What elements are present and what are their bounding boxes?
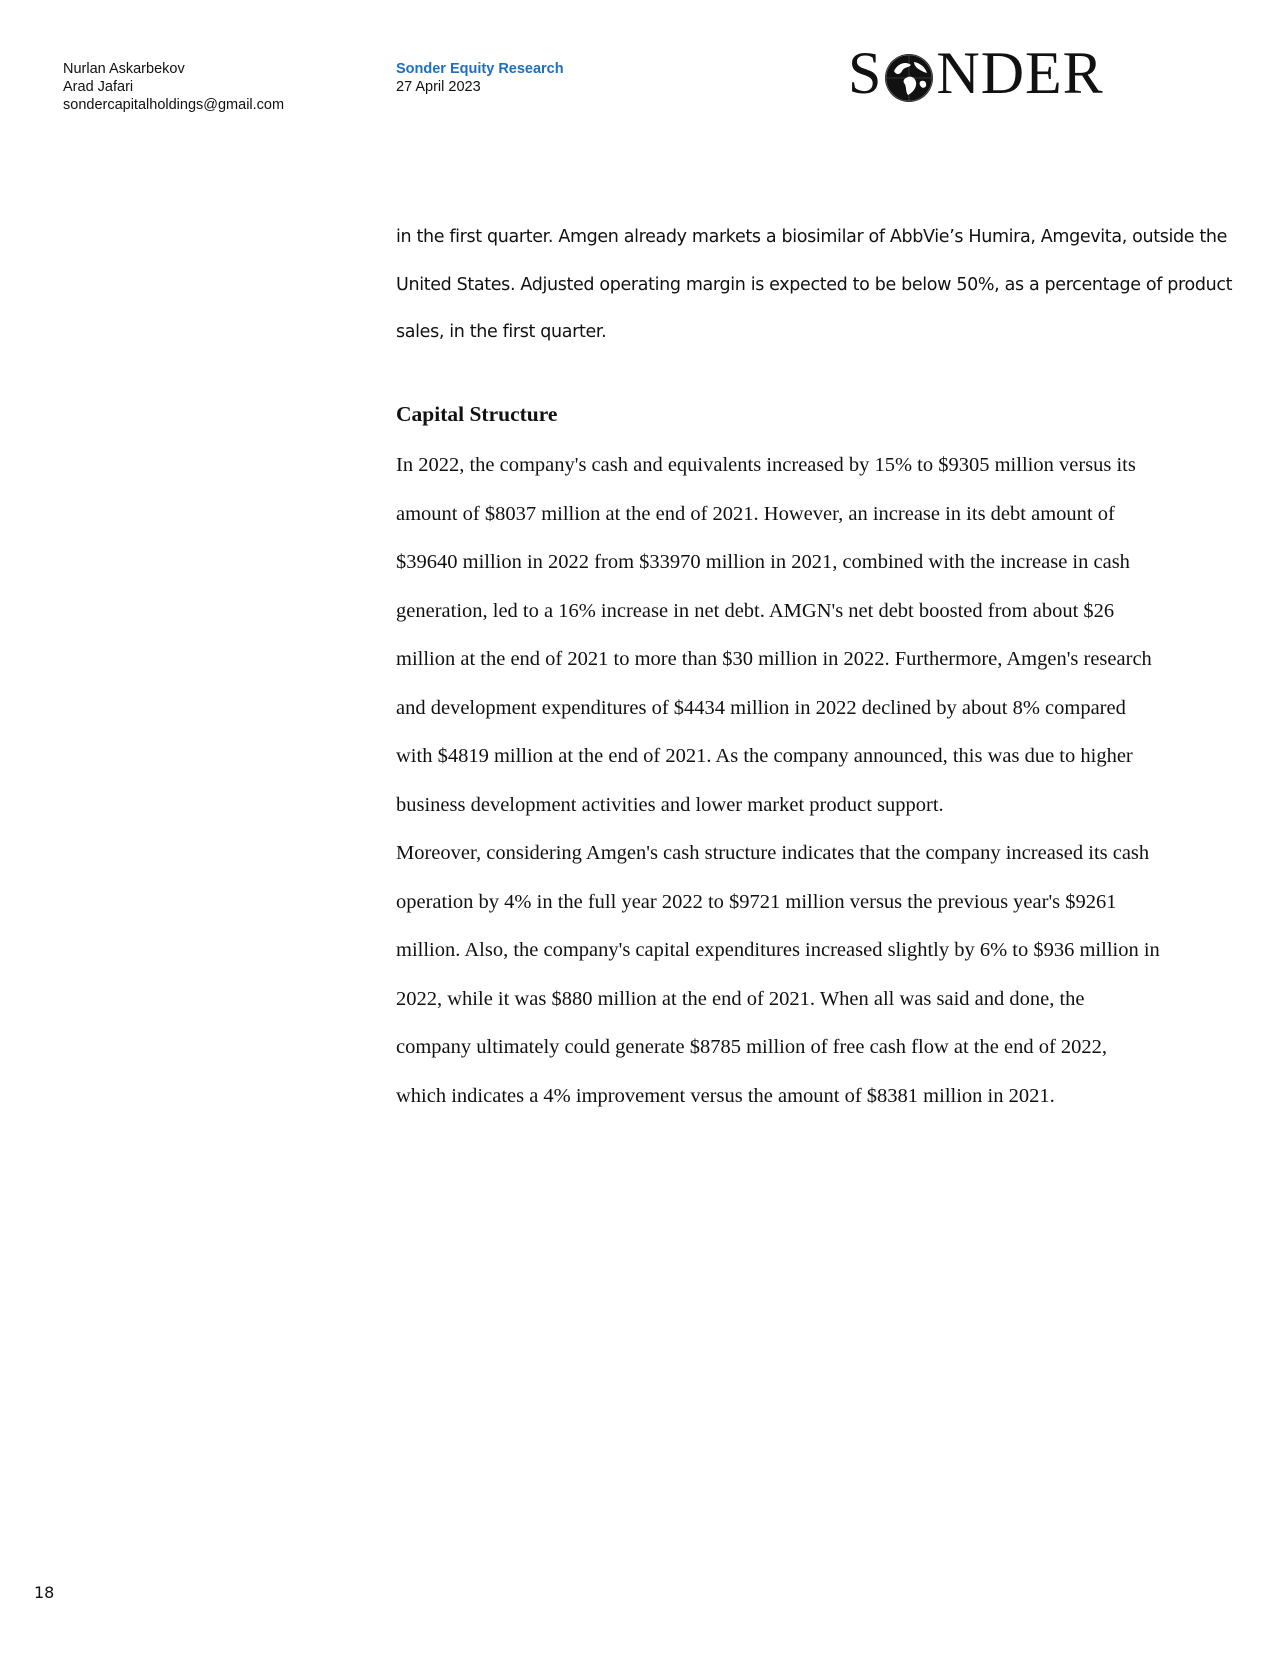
paragraph-line: million at the end of 2021 to more than $30 million in 2022. Furthermore, Amgen's research xyxy=(396,648,1152,670)
paragraph-line: United States. Adjusted operating margin is expected to be below 50%, as a percentage of product xyxy=(396,274,1233,295)
page-number: 18 xyxy=(34,1583,55,1602)
capital-structure-paragraph-2 xyxy=(396,829,1216,1120)
paragraph-line: in the first quarter. Amgen already markets a biosimilar of AbbVie’s Humira, Amgevita, outside the xyxy=(396,227,1228,247)
sonder-logo xyxy=(848,40,1104,106)
logo-text-right: NDER xyxy=(936,40,1104,106)
paragraph-line: 2022, while it was $880 million at the end of 2021. When all was said and done, the xyxy=(396,987,1085,1010)
paragraph-line: In 2022, the company's cash and equivalents increased by 15% to $9305 million versus its xyxy=(396,454,1136,476)
author-block xyxy=(63,60,284,114)
firm-block xyxy=(396,60,564,96)
paragraph-line: sales, in the first quarter. xyxy=(396,322,607,342)
logo-text-left: S xyxy=(848,40,883,106)
paragraph-line: with $4819 million at the end of 2021. As the company announced, this was due to higher xyxy=(396,745,1133,767)
paragraph-line: amount of $8037 million at the end of 2021. However, an increase in its debt amount of xyxy=(396,502,1115,525)
paragraph-line: operation by 4% in the full year 2022 to $9721 million versus the previous year's $9261 xyxy=(396,890,1117,913)
capital-structure-paragraph-1 xyxy=(396,441,1216,829)
contact-email: sondercapitalholdings@gmail.com xyxy=(63,97,285,113)
author-name: Nurlan Askarbekov xyxy=(63,61,185,77)
section-heading: Capital Structure xyxy=(396,402,558,426)
globe-logo-icon xyxy=(884,49,934,99)
paragraph-line: business development activities and lower market product support. xyxy=(396,793,944,816)
paragraph-line: generation, led to a 16% increase in net debt. AMGN's net debt boosted from about $26 xyxy=(396,599,1115,622)
paragraph-line: Moreover, considering Amgen's cash structure indicates that the company increased its cash xyxy=(396,842,1150,864)
paragraph-line: company ultimately could generate $8785 million of free cash flow at the end of 2022, xyxy=(396,1036,1108,1058)
paragraph-line: which indicates a 4% improvement versus the amount of $8381 million in 2021. xyxy=(396,1084,1055,1107)
paragraph-line: $39640 million in 2022 from $33970 million in 2021, combined with the increase in cash xyxy=(396,551,1130,573)
author-name: Arad Jafari xyxy=(63,79,134,95)
report-date: 27 April 2023 xyxy=(396,79,481,95)
paragraph-line: million. Also, the company's capital expenditures increased slightly by 6% to $936 million in xyxy=(396,939,1160,961)
intro-paragraph xyxy=(396,214,1233,357)
firm-name: Sonder Equity Research xyxy=(396,61,564,77)
paragraph-line: and development expenditures of $4434 million in 2022 declined by about 8% compared xyxy=(396,696,1126,719)
